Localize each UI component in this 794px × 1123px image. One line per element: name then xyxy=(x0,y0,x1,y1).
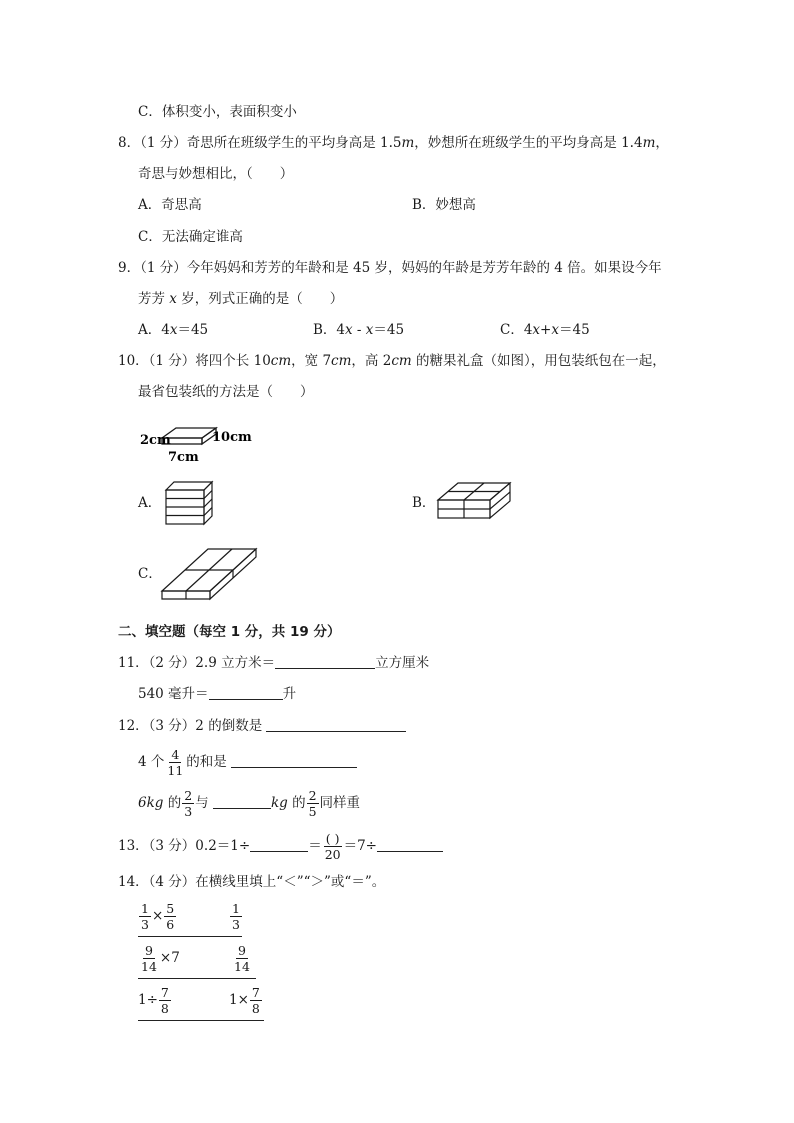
q12-line2: 4 个 $\frac{4}{11}$ 的和是 xyxy=(138,748,357,777)
q12-line1: 12．（3 分）2 的倒数是 xyxy=(118,720,406,734)
q9-stem-line2: 芳芳 x 岁，列式正确的是（ ） xyxy=(138,291,344,307)
q13-blank-1[interactable] xyxy=(250,850,308,852)
q8-option-b[interactable]: B．妙想高 xyxy=(412,197,476,213)
q12-blank-2[interactable] xyxy=(231,766,357,768)
fraction-4-11: $\frac{4}{11}$ xyxy=(167,747,184,779)
q10-stem-line1: 10．（1 分）将四个长 10cm，宽 7cm，高 2cm 的糖果礼盒（如图），用包装纸包在一起， xyxy=(118,353,666,369)
q13-line: 13．（3 分）0.2＝1÷ ＝ $\frac{( )}{20}$ ＝7÷ xyxy=(118,832,443,861)
q14-row-2-right: $\frac{9}{14}$ xyxy=(234,943,250,975)
q8-option-c[interactable]: C．无法确定谁高 xyxy=(138,229,243,245)
q14-row-1-left: $\frac{1}{3}$ × $\frac{5}{6}$ xyxy=(141,901,175,933)
q14-row-1-answer-line[interactable] xyxy=(138,936,242,937)
q9-option-a[interactable]: A．4x＝45 xyxy=(138,322,209,338)
q10-option-c-label[interactable]: C． xyxy=(138,566,162,582)
q9-option-c[interactable]: C．4x+x＝45 xyxy=(500,322,590,338)
candy-box-figure xyxy=(138,414,263,464)
q14-row-2-answer-line[interactable] xyxy=(138,978,256,979)
q7-option-c[interactable]: C．体积变小，表面积变小 xyxy=(138,104,297,120)
q14-row-3-answer-line[interactable] xyxy=(138,1020,264,1021)
q11-blank-1[interactable] xyxy=(275,667,375,669)
q11-blank-2[interactable] xyxy=(209,698,283,700)
q12-blank-1[interactable] xyxy=(266,730,406,732)
fig-label-length: 10cm xyxy=(212,430,252,445)
q13-blank-2[interactable] xyxy=(377,850,443,852)
q14-row-2-left: $\frac{9}{14}$ ×7 xyxy=(141,943,180,975)
q8-option-a[interactable]: A．奇思高 xyxy=(138,197,202,213)
q12-line3: 6kg 的 $\frac{2}{3}$ 与 kg 的 $\frac{2}{5}$ 同样重 xyxy=(138,788,361,820)
option-b-row-figure[interactable] xyxy=(432,480,514,522)
q10-option-b-label[interactable]: B． xyxy=(412,495,436,511)
q14-row-3-right: 1× $\frac{7}{8}$ xyxy=(229,985,260,1017)
option-a-stack-figure[interactable] xyxy=(164,478,216,528)
q14-row-1-right: $\frac{1}{3}$ xyxy=(232,901,240,933)
q11-line1: 11．（2 分）2.9 立方米＝ 立方厘米 xyxy=(118,655,430,671)
fraction-blank-20[interactable]: $\frac{( )}{20}$ xyxy=(324,831,341,863)
q8-stem-line2: 奇思与妙想相比，（ ） xyxy=(138,166,294,182)
q10-option-a-label[interactable]: A． xyxy=(138,495,162,511)
fraction-2-3: $\frac{2}{3}$ xyxy=(184,788,193,820)
q9-option-b[interactable]: B．4x - x＝45 xyxy=(313,322,405,338)
q8-stem-line1: 8．（1 分）奇思所在班级学生的平均身高是 1.5m，妙想所在班级学生的平均身高是 1.4m， xyxy=(118,135,669,151)
option-c-flat-figure[interactable] xyxy=(160,543,260,605)
q14-stem: 14．（4 分）在横线里填上“＜”“＞”或“＝”。 xyxy=(118,874,386,890)
q11-line2: 540 毫升＝ 升 xyxy=(138,686,297,702)
q12-blank-3[interactable] xyxy=(213,807,271,809)
fraction-2-5: $\frac{2}{5}$ xyxy=(308,788,317,820)
q10-stem-line2: 最省包装纸的方法是（ ） xyxy=(138,384,314,400)
section-2-title: 二、填空题（每空 1 分，共 19 分） xyxy=(118,624,341,640)
fig-label-height: 2cm xyxy=(140,433,171,448)
q9-stem-line1: 9．（1 分）今年妈妈和芳芳的年龄和是 45 岁，妈妈的年龄是芳芳年龄的 4 倍。如果设今年 xyxy=(118,260,662,276)
q14-row-3-left: 1÷ $\frac{7}{8}$ xyxy=(138,985,169,1017)
fig-label-width: 7cm xyxy=(168,450,199,465)
